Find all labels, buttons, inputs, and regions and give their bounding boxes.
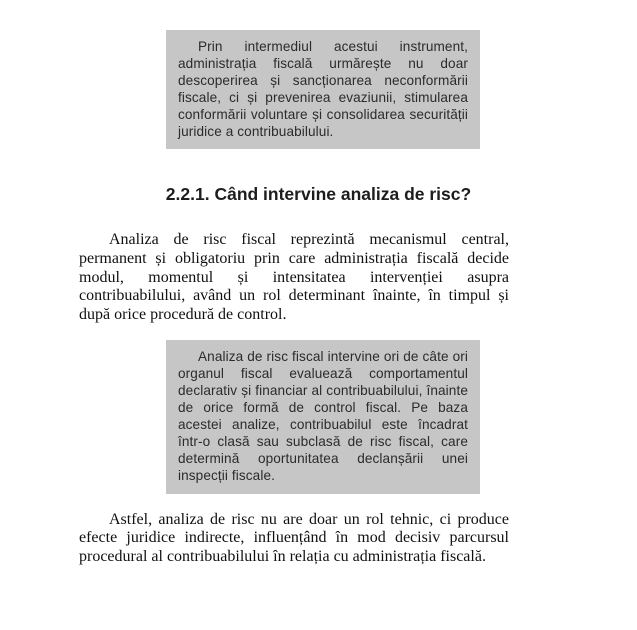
highlight-box-when-risk-analysis-intervenes: Analiza de risc fiscal intervine ori de câte ori organul fiscal evaluează comportamentul declarativ și financiar al contribuabilului, înainte de orice formă de control fiscal. Pe baza acestei analize, contribuabilul este încadrat într-o clasă sau subclasă de risc fiscal, care determină oportunitatea declanșării unei inspecții fiscale. xyxy=(166,340,480,493)
book-page xyxy=(0,30,637,630)
section-heading-2-2-1: 2.2.1. Când intervine analiza de risc? xyxy=(165,184,472,205)
paragraph-legal-effects: Astfel, analiza de risc nu are doar un rol tehnic, ci produce efecte juridice indirecte, influențând în mod decisiv parcursul procedural al contribuabilului în relația cu administrația fiscală. xyxy=(79,510,509,565)
highlight-box-instrument-purpose: Prin intermediul acestui instrument, administrația fiscală urmărește nu doar descoperirea și sancționarea neconformării fiscale, ci și prevenirea evaziunii, stimularea conformării voluntare și consolidarea securității juridice a contribuabilului. xyxy=(166,30,480,149)
paragraph-risk-analysis-definition: Analiza de risc fiscal reprezintă mecanismul central, permanent și obligatoriu prin care administrația fiscală decide modul, momentul și intensitatea intervenției asupra contribuabilului, având un rol determinant înainte, în timpul și după orice procedură de control. xyxy=(79,231,509,323)
